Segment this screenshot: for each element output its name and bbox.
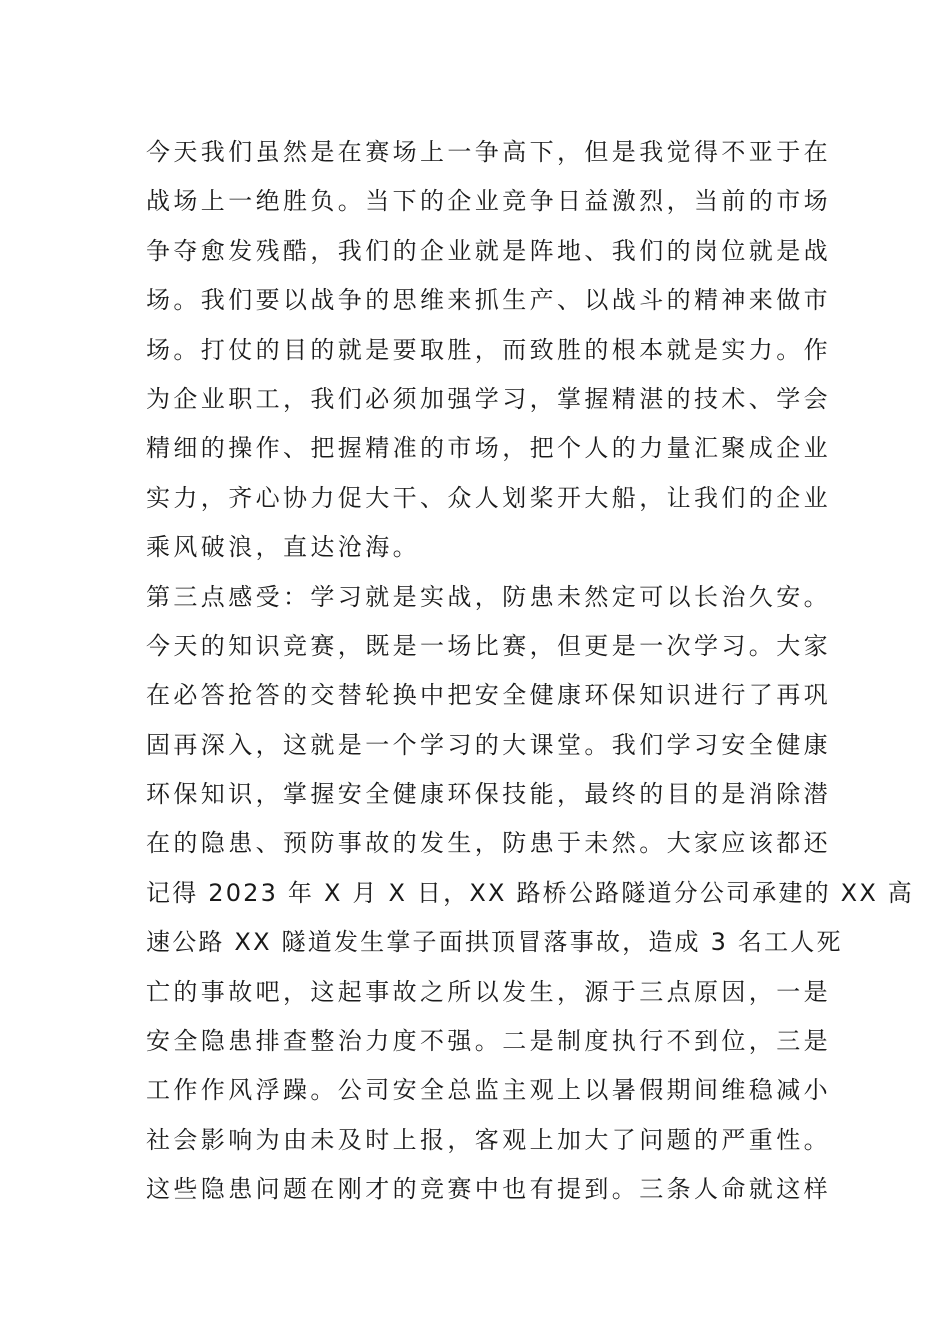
text-line: 亡的事故吧，这起事故之所以发生，源于三点原因，一是 — [146, 977, 831, 1006]
text-line: 在的隐患、预防事故的发生，防患于未然。大家应该都还 — [146, 829, 831, 858]
text-line: 在必答抢答的交替轮换中把安全健康环保知识进行了再巩 — [146, 681, 831, 710]
text-line: 场。打仗的目的就是要取胜，而致胜的根本就是实力。作 — [146, 335, 831, 364]
text-line: 争夺愈发残酷，我们的企业就是阵地、我们的岗位就是战 — [146, 236, 831, 265]
text-line: 今天的知识竞赛，既是一场比赛，但更是一次学习。大家 — [146, 631, 831, 660]
text-line: 环保知识，掌握安全健康环保技能，最终的目的是消除潜 — [146, 780, 831, 809]
text-line: 战场上一绝胜负。当下的企业竞争日益激烈，当前的市场 — [146, 187, 831, 216]
body-text — [146, 128, 914, 1215]
text-line: 今天我们虽然是在赛场上一争高下，但是我觉得不亚于在 — [146, 138, 831, 166]
text-line: 记得 2023 年 X 月 X 日，XX 路桥公路隧道分公司承建的 XX 高 — [146, 878, 914, 907]
text-line: 场。我们要以战争的思维来抓生产、以战斗的精神来做市 — [146, 286, 831, 315]
section-heading: 第三点感受：学习就是实战，防患未然定可以长治久安。 — [146, 582, 831, 611]
text-line: 工作作风浮躁。公司安全总监主观上以暑假期间维稳减小 — [146, 1076, 831, 1105]
text-line: 乘风破浪，直达沧海。 — [146, 533, 420, 562]
text-line: 这些隐患问题在刚才的竞赛中也有提到。三条人命就这样 — [146, 1175, 831, 1204]
text-line: 速公路 XX 隧道发生掌子面拱顶冒落事故，造成 3 名工人死 — [146, 928, 843, 957]
text-line: 实力，齐心协力促大干、众人划桨开大船，让我们的企业 — [146, 483, 831, 512]
text-line: 为企业职工，我们必须加强学习，掌握精湛的技术、学会 — [146, 384, 831, 413]
text-line: 固再深入，这就是一个学习的大课堂。我们学习安全健康 — [146, 730, 831, 759]
text-line: 精细的操作、把握精准的市场，把个人的力量汇聚成企业 — [146, 434, 831, 463]
text-line: 社会影响为由未及时上报，客观上加大了问题的严重性。 — [146, 1125, 831, 1154]
text-line: 安全隐患排查整治力度不强。二是制度执行不到位，三是 — [146, 1027, 831, 1056]
